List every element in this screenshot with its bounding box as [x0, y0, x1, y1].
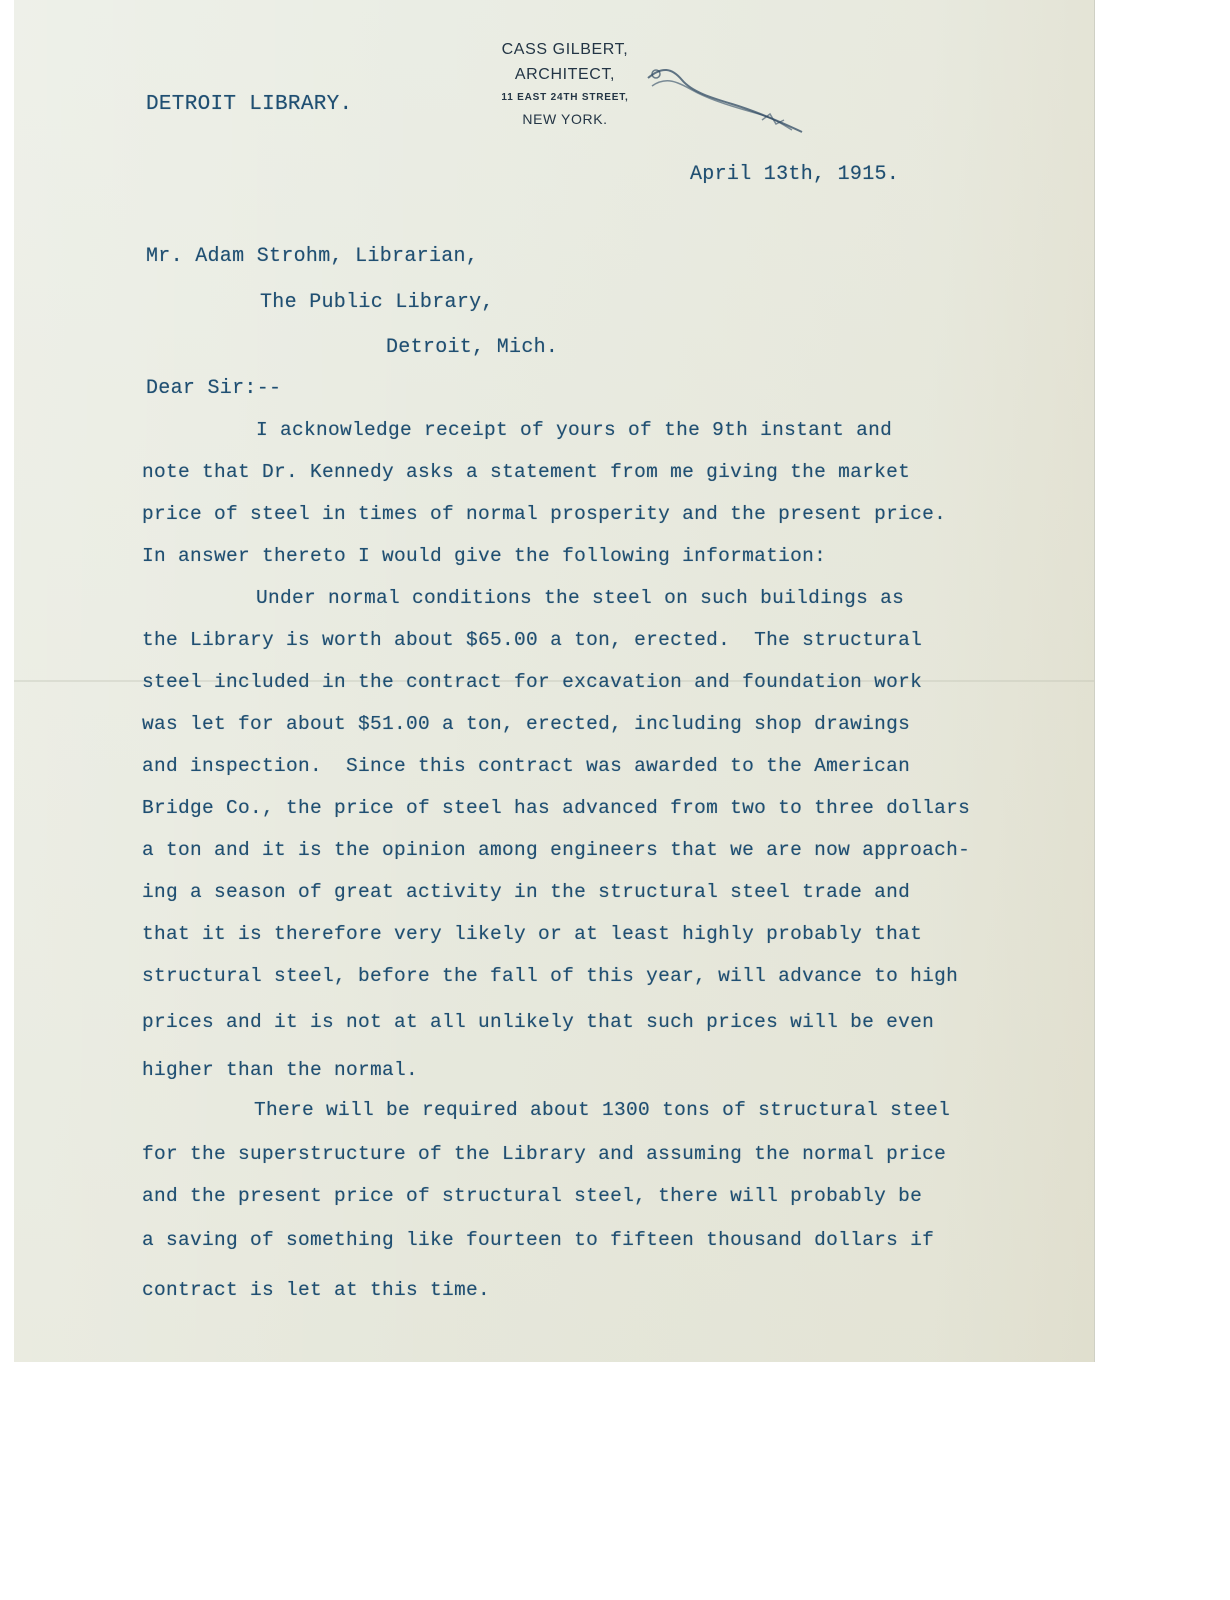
body-line: that it is therefore very likely or at least highly probably that: [142, 923, 923, 945]
body-line: a saving of something like fourteen to fifteen thousand dollars if: [142, 1229, 935, 1251]
body-line: higher than the normal.: [142, 1059, 419, 1081]
letter-date: April 13th, 1915.: [690, 163, 900, 186]
body-line: steel included in the contract for excavation and foundation work: [142, 671, 923, 693]
body-line: Bridge Co., the price of steel has advanced from two to three dollars: [142, 797, 971, 819]
body-line: prices and it is not at all unlikely that such prices will be even: [142, 1011, 935, 1033]
body-line: the Library is worth about $65.00 a ton, erected. The structural: [142, 629, 923, 651]
letterhead-street: 11 EAST 24TH STREET,: [501, 92, 629, 103]
body-line: was let for about $51.00 a ton, erected, including shop drawings: [142, 713, 911, 735]
body-line: structural steel, before the fall of this year, will advance to high: [142, 965, 959, 987]
body-line: There will be required about 1300 tons of structural steel: [254, 1099, 951, 1121]
letterhead: [470, 38, 660, 130]
body-line: for the superstructure of the Library and assuming the normal price: [142, 1143, 947, 1165]
body-line: Under normal conditions the steel on such buildings as: [256, 587, 905, 609]
salutation: Dear Sir:--: [146, 377, 282, 400]
address-line-2: The Public Library,: [260, 291, 494, 314]
body-line: and inspection. Since this contract was awarded to the American: [142, 755, 911, 777]
letter-page: [14, 0, 1095, 1362]
body-line: price of steel in times of normal prosperity and the present price.: [142, 503, 947, 525]
file-label: DETROIT LIBRARY.: [146, 93, 353, 116]
body-line: I acknowledge receipt of yours of the 9th instant and: [256, 419, 893, 441]
address-line-3: Detroit, Mich.: [386, 336, 559, 359]
body-line: note that Dr. Kennedy asks a statement from me giving the market: [142, 461, 911, 483]
letterhead-name: CASS GILBERT,: [501, 41, 629, 58]
received-stamp-mark: [642, 60, 812, 150]
body-line: and the present price of structural steel, there will probably be: [142, 1185, 923, 1207]
body-line: ing a season of great activity in the structural steel trade and: [142, 881, 911, 903]
body-line: contract is let at this time.: [142, 1279, 491, 1301]
letterhead-title: ARCHITECT,: [514, 66, 616, 83]
body-line: In answer thereto I would give the following information:: [142, 545, 827, 567]
address-line-1: Mr. Adam Strohm, Librarian,: [146, 245, 479, 268]
letterhead-city: NEW YORK.: [522, 111, 608, 127]
body-line: a ton and it is the opinion among engineers that we are now approach-: [142, 839, 971, 861]
